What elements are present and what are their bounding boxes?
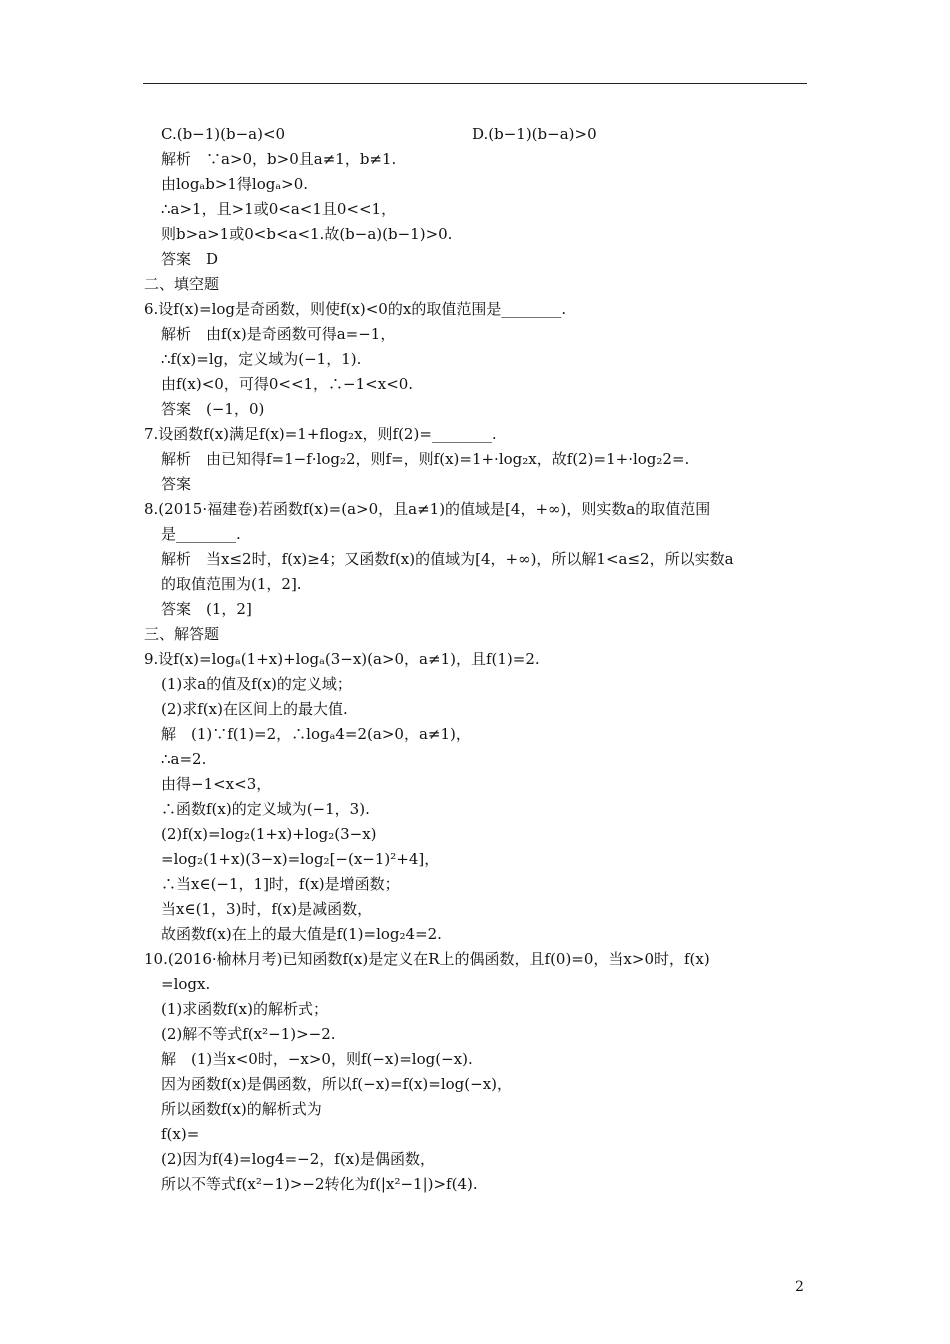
answer-line: 答案 bbox=[161, 475, 192, 493]
question-10: 10.(2016·榆林月考)已知函数f(x)是定义在R上的偶函数，且f(0)=0，当x>0时，f(x) bbox=[144, 950, 710, 968]
text-line: 解析 由f(x)是奇函数可得a=−1， bbox=[161, 325, 396, 343]
question-9: 9.设f(x)=logₐ(1+x)+logₐ(3−x)(a>0，a≠1)，且f(1)=2. bbox=[144, 650, 540, 668]
text-line: 故函数f(x)在上的最大值是f(1)=log₂4=2. bbox=[161, 925, 442, 943]
text-line: (1)求函数f(x)的解析式； bbox=[161, 1000, 328, 1018]
option-d: D.(b−1)(b−a)>0 bbox=[472, 125, 597, 143]
text-line: 解析 由已知得f=1−f·log₂2，则f=，则f(x)=1+·log₂x，故f(2)=1+·log₂2=. bbox=[161, 450, 690, 468]
text-line: ∴f(x)=lg，定义域为(−1，1). bbox=[161, 350, 362, 368]
text-line: 解析 当x≤2时，f(x)≥4；又函数f(x)的值域为[4，+∞)，所以解1<a≤2，所以实数a bbox=[161, 550, 734, 568]
option-c: C.(b−1)(b−a)<0 bbox=[161, 125, 286, 143]
text-line: 由得−1<x<3， bbox=[161, 775, 272, 793]
text-line: 解析 ∵a>0，b>0且a≠1，b≠1. bbox=[161, 150, 397, 168]
text-line: 所以不等式f(x²−1)>−2转化为f(|x²−1|)>f(4). bbox=[161, 1175, 478, 1193]
answer-line: 答案 (1，2] bbox=[161, 600, 252, 618]
text-line: (1)求a的值及f(x)的定义域； bbox=[161, 675, 352, 693]
text-line: 由f(x)<0，可得0<<1，∴−1<x<0. bbox=[161, 375, 414, 393]
text-line: ∴a=2. bbox=[161, 750, 207, 768]
section-heading: 二、填空题 bbox=[144, 275, 220, 293]
section-heading: 三、解答题 bbox=[144, 625, 220, 643]
text-line: (2)求f(x)在区间上的最大值. bbox=[161, 700, 348, 718]
answer-line: 答案 (−1，0) bbox=[161, 400, 265, 418]
text-line: (2)因为f(4)=log4=−2，f(x)是偶函数， bbox=[161, 1150, 435, 1168]
question-7: 7.设函数f(x)满足f(x)=1+flog₂x，则f(2)=________. bbox=[144, 425, 497, 443]
text-line: ∴当x∈(−1，1]时，f(x)是增函数； bbox=[161, 875, 400, 893]
text-line: 当x∈(1，3)时，f(x)是减函数， bbox=[161, 900, 373, 918]
text-line: =logx. bbox=[161, 975, 211, 993]
text-line: (2)f(x)=log₂(1+x)+log₂(3−x) bbox=[161, 825, 377, 843]
text-line: 因为函数f(x)是偶函数，所以f(−x)=f(x)=log(−x)， bbox=[161, 1075, 513, 1093]
answer-line: 答案 D bbox=[161, 250, 219, 268]
text-line: 则b>a>1或0<b<a<1.故(b−a)(b−1)>0. bbox=[161, 225, 453, 243]
text-line: 所以函数f(x)的解析式为 bbox=[161, 1100, 322, 1118]
text-line: (2)解不等式f(x²−1)>−2. bbox=[161, 1025, 336, 1043]
header-rule bbox=[143, 83, 807, 84]
question-8: 8.(2015·福建卷)若函数f(x)=(a>0，且a≠1)的值域是[4，+∞)，则实数a的取值范围 bbox=[144, 500, 711, 518]
text-line: ∴函数f(x)的定义域为(−1，3). bbox=[161, 800, 370, 818]
text-line: ∴a>1，且>1或0<a<1且0<<1， bbox=[161, 200, 397, 218]
question-6: 6.设f(x)=log是奇函数，则使f(x)<0的x的取值范围是________. bbox=[144, 300, 567, 318]
text-line: 解 (1)∵f(1)=2，∴logₐ4=2(a>0，a≠1)， bbox=[161, 725, 471, 743]
text-line: 由logₐb>1得logₐ>0. bbox=[161, 175, 309, 193]
text-line: 是________. bbox=[161, 525, 241, 543]
text-line: 解 (1)当x<0时，−x>0，则f(−x)=log(−x). bbox=[161, 1050, 473, 1068]
page-number: 2 bbox=[795, 1279, 804, 1295]
text-line: f(x)= bbox=[161, 1125, 200, 1143]
text-line: 的取值范围为(1，2]. bbox=[161, 575, 302, 593]
text-line: =log₂(1+x)(3−x)=log₂[−(x−1)²+4]， bbox=[161, 850, 440, 868]
